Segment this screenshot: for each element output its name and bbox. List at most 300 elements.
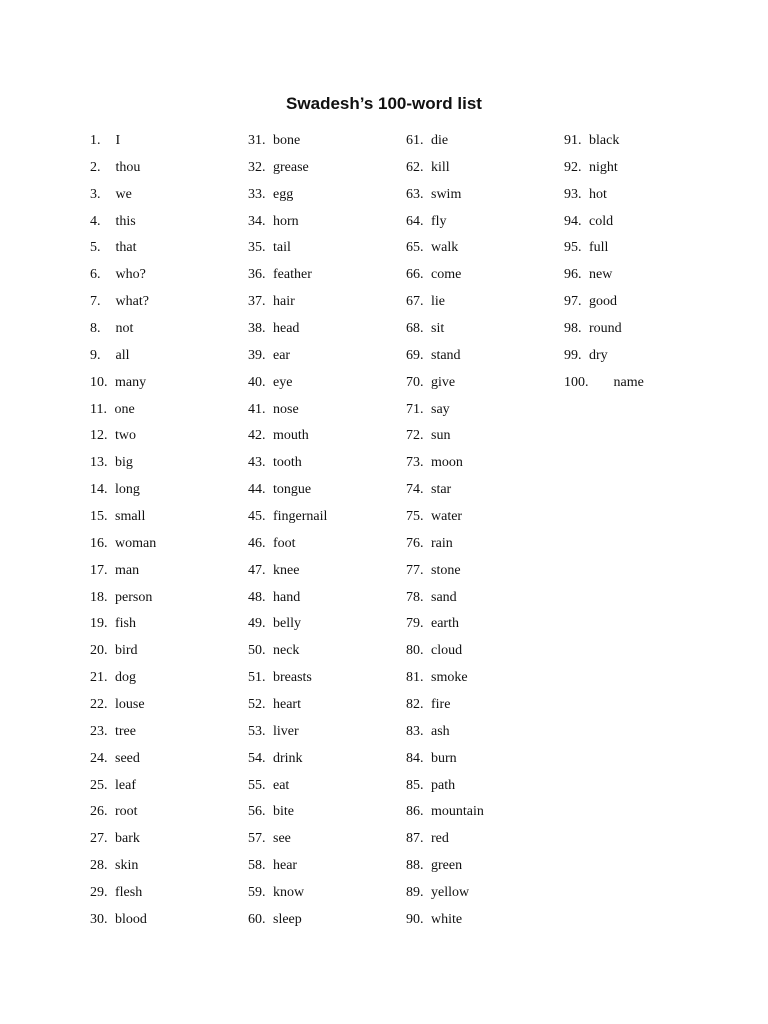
item-number: 60.: [248, 911, 266, 927]
item-word: skin: [115, 858, 139, 874]
item-number: 1.: [90, 133, 101, 148]
item-number: 32.: [248, 159, 266, 175]
item-word: come: [431, 267, 462, 283]
list-item: [248, 692, 327, 719]
item-word: star: [431, 482, 452, 498]
item-word: two: [115, 428, 136, 444]
item-number: 41.: [248, 401, 266, 417]
item-word: ear: [273, 347, 291, 363]
item-number: 100.: [564, 374, 589, 390]
list-item: [248, 585, 327, 612]
item-number: 95.: [564, 240, 582, 256]
item-word: neck: [273, 643, 300, 659]
list-item: [90, 289, 156, 316]
list-item: [406, 799, 484, 826]
item-number: 3.: [90, 186, 101, 202]
list-item: [248, 370, 327, 397]
item-number: 81.: [406, 670, 424, 686]
item-number: 92.: [564, 159, 582, 175]
item-number: 51.: [248, 670, 266, 686]
item-number: 73.: [406, 455, 424, 471]
list-item: [406, 343, 484, 370]
item-number: 4.: [90, 213, 101, 229]
list-item: [406, 665, 484, 692]
item-word: hot: [589, 186, 607, 202]
item-word: swim: [431, 186, 462, 202]
item-number: 22.: [90, 697, 108, 713]
item-word: foot: [273, 535, 296, 551]
item-number: 78.: [406, 589, 424, 605]
item-word: bite: [273, 804, 294, 820]
item-number: 35.: [248, 240, 266, 256]
item-word: cloud: [431, 643, 463, 659]
item-word: tooth: [273, 455, 302, 471]
list-item: [564, 235, 644, 262]
list-item: [248, 719, 327, 746]
item-number: 50.: [248, 643, 266, 659]
item-number: 77.: [406, 562, 424, 578]
item-number: 27.: [90, 831, 108, 847]
item-number: 31.: [248, 133, 266, 148]
list-item: [406, 423, 484, 450]
item-word: sleep: [273, 911, 302, 927]
list-item: [90, 235, 156, 262]
item-number: 24.: [90, 750, 108, 766]
item-word: mountain: [431, 804, 484, 820]
item-word: know: [273, 885, 305, 901]
item-number: 14.: [90, 482, 108, 498]
item-word: woman: [115, 535, 157, 551]
item-word: fly: [431, 213, 447, 229]
item-word: name: [613, 374, 644, 390]
list-item: [406, 397, 484, 424]
item-number: 28.: [90, 858, 108, 874]
list-item: [90, 773, 156, 800]
list-item: [406, 235, 484, 262]
item-number: 48.: [248, 589, 266, 605]
item-word: who?: [115, 267, 146, 283]
item-word: fish: [115, 616, 136, 632]
item-word: sand: [431, 589, 457, 605]
word-column-1: [90, 128, 156, 934]
list-item: [90, 611, 156, 638]
item-word: man: [115, 562, 140, 578]
list-item: [564, 128, 644, 155]
item-word: flesh: [115, 885, 143, 901]
item-number: 87.: [406, 831, 424, 847]
list-item: [90, 880, 156, 907]
item-number: 86.: [406, 804, 424, 820]
list-item: [406, 638, 484, 665]
item-number: 40.: [248, 374, 266, 390]
item-word: feather: [273, 267, 312, 283]
list-item: [406, 585, 484, 612]
item-word: tongue: [273, 482, 312, 498]
list-item: [90, 746, 156, 773]
list-item: [90, 907, 156, 934]
item-number: 99.: [564, 347, 582, 363]
item-word: rain: [431, 535, 453, 551]
list-item: [90, 343, 156, 370]
list-item: [564, 343, 644, 370]
item-number: 91.: [564, 133, 582, 148]
item-word: burn: [431, 750, 457, 766]
item-word: eye: [273, 374, 293, 390]
list-item: [406, 370, 484, 397]
item-word: smoke: [431, 670, 468, 686]
list-item: [564, 316, 644, 343]
list-item: [248, 665, 327, 692]
list-item: [248, 450, 327, 477]
item-word: red: [431, 831, 449, 847]
list-item: [248, 477, 327, 504]
list-item: [406, 611, 484, 638]
item-number: 29.: [90, 885, 108, 901]
list-item: [90, 450, 156, 477]
item-word: nose: [273, 401, 299, 417]
list-item: [90, 665, 156, 692]
item-number: 72.: [406, 428, 424, 444]
list-item: [90, 853, 156, 880]
word-column-3: [406, 128, 484, 934]
item-word: all: [115, 347, 130, 363]
item-number: 61.: [406, 133, 424, 148]
list-item: [248, 880, 327, 907]
list-item: [406, 289, 484, 316]
page-title: Swadesh’s 100-word list: [286, 94, 482, 113]
list-item: [564, 262, 644, 289]
item-word: we: [115, 186, 132, 202]
item-number: 68.: [406, 321, 424, 337]
list-item: [406, 155, 484, 182]
list-item: [90, 531, 156, 558]
item-word: tail: [273, 240, 291, 256]
item-word: earth: [431, 616, 459, 632]
list-item: [564, 209, 644, 236]
item-word: heart: [273, 697, 301, 713]
list-item: [90, 585, 156, 612]
list-item: [406, 128, 484, 155]
item-word: many: [115, 374, 147, 390]
item-word: louse: [115, 697, 145, 713]
item-number: 7.: [90, 294, 101, 310]
item-number: 16.: [90, 535, 108, 551]
item-number: 18.: [90, 589, 108, 605]
list-item: [406, 209, 484, 236]
item-word: see: [273, 831, 291, 847]
item-number: 59.: [248, 885, 266, 901]
list-item: [90, 799, 156, 826]
list-item: [90, 423, 156, 450]
list-item: [248, 799, 327, 826]
item-word: stand: [431, 347, 461, 363]
item-word: blood: [115, 911, 147, 927]
item-word: egg: [273, 186, 294, 202]
item-number: 8.: [90, 321, 101, 337]
item-number: 11.: [90, 401, 107, 417]
item-word: sit: [431, 321, 445, 337]
list-item: [248, 128, 327, 155]
list-item: [406, 826, 484, 853]
list-item: [406, 692, 484, 719]
item-word: new: [589, 267, 613, 283]
item-number: 90.: [406, 911, 424, 927]
item-word: knee: [273, 562, 300, 578]
item-word: person: [115, 589, 153, 605]
item-number: 56.: [248, 804, 266, 820]
item-word: this: [115, 213, 136, 229]
item-number: 80.: [406, 643, 424, 659]
item-number: 96.: [564, 267, 582, 283]
item-word: thou: [115, 159, 141, 175]
item-number: 65.: [406, 240, 424, 256]
list-item: [90, 209, 156, 236]
list-item: [248, 423, 327, 450]
list-item: [248, 504, 327, 531]
item-word: liver: [273, 723, 299, 739]
list-item: [90, 316, 156, 343]
item-number: 85.: [406, 777, 424, 793]
list-item: [406, 182, 484, 209]
list-item: [406, 719, 484, 746]
list-item: [90, 128, 156, 155]
list-item: [406, 773, 484, 800]
list-item: [248, 531, 327, 558]
item-word: water: [431, 509, 463, 525]
item-word: yellow: [431, 885, 470, 901]
item-number: 53.: [248, 723, 266, 739]
item-word: night: [589, 159, 618, 175]
item-word: leaf: [115, 777, 136, 793]
item-word: stone: [431, 562, 461, 578]
item-word: green: [431, 858, 463, 874]
item-number: 63.: [406, 186, 424, 202]
item-number: 19.: [90, 616, 108, 632]
list-item: [248, 853, 327, 880]
item-number: 17.: [90, 562, 108, 578]
item-word: bone: [273, 133, 301, 148]
list-item: [90, 638, 156, 665]
item-word: breasts: [273, 670, 312, 686]
item-number: 38.: [248, 321, 266, 337]
item-number: 75.: [406, 509, 424, 525]
item-number: 6.: [90, 267, 101, 283]
list-item: [248, 316, 327, 343]
item-number: 52.: [248, 697, 266, 713]
item-word: bark: [115, 831, 140, 847]
list-item: [406, 450, 484, 477]
item-number: 5.: [90, 240, 101, 256]
list-item: [248, 235, 327, 262]
item-number: 70.: [406, 374, 424, 390]
item-number: 47.: [248, 562, 266, 578]
item-number: 84.: [406, 750, 424, 766]
item-word: seed: [115, 750, 140, 766]
item-word: root: [115, 804, 138, 820]
item-number: 69.: [406, 347, 424, 363]
list-item: [248, 182, 327, 209]
list-item: [248, 773, 327, 800]
item-word: belly: [273, 616, 301, 632]
list-item: [248, 558, 327, 585]
list-item: [406, 531, 484, 558]
list-item: [564, 289, 644, 316]
list-item: [90, 182, 156, 209]
list-item: [406, 853, 484, 880]
item-number: 74.: [406, 482, 424, 498]
item-word: horn: [273, 213, 299, 229]
list-item: [248, 155, 327, 182]
item-number: 89.: [406, 885, 424, 901]
item-number: 20.: [90, 643, 108, 659]
item-word: hand: [273, 589, 301, 605]
item-number: 26.: [90, 804, 108, 820]
item-word: fire: [431, 697, 451, 713]
item-word: small: [115, 509, 146, 525]
item-word: tree: [115, 723, 136, 739]
item-word: dog: [115, 670, 136, 686]
list-item: [248, 611, 327, 638]
list-item: [406, 746, 484, 773]
list-item: [564, 370, 644, 397]
item-number: 21.: [90, 670, 108, 686]
item-word: full: [589, 240, 609, 256]
list-item: [90, 155, 156, 182]
item-number: 83.: [406, 723, 424, 739]
list-item: [406, 504, 484, 531]
list-item: [90, 558, 156, 585]
item-word: grease: [273, 159, 309, 175]
item-word: mouth: [273, 428, 309, 444]
item-number: 2.: [90, 159, 101, 175]
list-item: [90, 262, 156, 289]
item-number: 36.: [248, 267, 266, 283]
list-item: [406, 558, 484, 585]
item-number: 57.: [248, 831, 266, 847]
list-item: [248, 638, 327, 665]
item-word: give: [431, 374, 456, 390]
item-word: that: [115, 240, 137, 256]
item-word: round: [589, 321, 622, 337]
item-word: what?: [115, 294, 149, 310]
list-item: [248, 262, 327, 289]
item-word: one: [114, 401, 135, 417]
item-word: fingernail: [273, 509, 328, 525]
item-number: 94.: [564, 213, 582, 229]
item-number: 93.: [564, 186, 582, 202]
item-number: 55.: [248, 777, 266, 793]
item-number: 58.: [248, 858, 266, 874]
list-item: [564, 155, 644, 182]
item-word: cold: [589, 213, 614, 229]
item-word: path: [431, 777, 456, 793]
item-number: 46.: [248, 535, 266, 551]
item-number: 12.: [90, 428, 108, 444]
item-number: 39.: [248, 347, 266, 363]
list-item: [248, 289, 327, 316]
item-number: 9.: [90, 347, 101, 363]
item-number: 45.: [248, 509, 266, 525]
item-word: ash: [431, 723, 450, 739]
item-word: sun: [431, 428, 451, 444]
item-word: drink: [273, 750, 303, 766]
list-item: [248, 209, 327, 236]
item-number: 67.: [406, 294, 424, 310]
item-number: 76.: [406, 535, 424, 551]
item-number: 54.: [248, 750, 266, 766]
item-number: 98.: [564, 321, 582, 337]
item-number: 42.: [248, 428, 266, 444]
item-word: long: [115, 482, 140, 498]
item-number: 49.: [248, 616, 266, 632]
item-word: kill: [431, 159, 450, 175]
item-word: lie: [431, 294, 445, 310]
list-item: [90, 397, 156, 424]
list-item: [90, 477, 156, 504]
word-column-4: [564, 128, 644, 397]
list-item: [406, 477, 484, 504]
list-item: [248, 746, 327, 773]
list-item: [90, 370, 156, 397]
item-number: 62.: [406, 159, 424, 175]
list-item: [406, 316, 484, 343]
list-item: [248, 397, 327, 424]
item-number: 79.: [406, 616, 424, 632]
item-number: 64.: [406, 213, 424, 229]
list-item: [90, 692, 156, 719]
item-word: hear: [273, 858, 298, 874]
item-number: 82.: [406, 697, 424, 713]
item-word: dry: [589, 347, 608, 363]
list-item: [406, 262, 484, 289]
list-item: [406, 880, 484, 907]
item-word: eat: [273, 777, 290, 793]
item-word: good: [589, 294, 617, 310]
list-item: [90, 826, 156, 853]
item-word: not: [115, 321, 134, 337]
list-item: [90, 719, 156, 746]
item-number: 71.: [406, 401, 424, 417]
item-number: 30.: [90, 911, 108, 927]
item-number: 97.: [564, 294, 582, 310]
item-word: bird: [115, 643, 138, 659]
list-item: [248, 343, 327, 370]
item-word: head: [273, 321, 300, 337]
item-word: black: [589, 133, 620, 148]
item-word: walk: [431, 240, 459, 256]
item-number: 34.: [248, 213, 266, 229]
item-word: say: [431, 401, 450, 417]
list-item: [564, 182, 644, 209]
item-word: moon: [431, 455, 463, 471]
list-item: [248, 907, 327, 934]
item-word: white: [431, 911, 463, 927]
item-number: 37.: [248, 294, 266, 310]
item-word: hair: [273, 294, 295, 310]
item-word: I: [115, 133, 121, 148]
word-column-2: [248, 128, 327, 934]
item-number: 13.: [90, 455, 108, 471]
item-number: 88.: [406, 858, 424, 874]
list-item: [406, 907, 484, 934]
list-item: [248, 826, 327, 853]
item-number: 25.: [90, 777, 108, 793]
item-number: 43.: [248, 455, 266, 471]
item-number: 10.: [90, 374, 108, 390]
item-word: big: [115, 455, 133, 471]
item-number: 23.: [90, 723, 108, 739]
item-word: die: [431, 133, 449, 148]
